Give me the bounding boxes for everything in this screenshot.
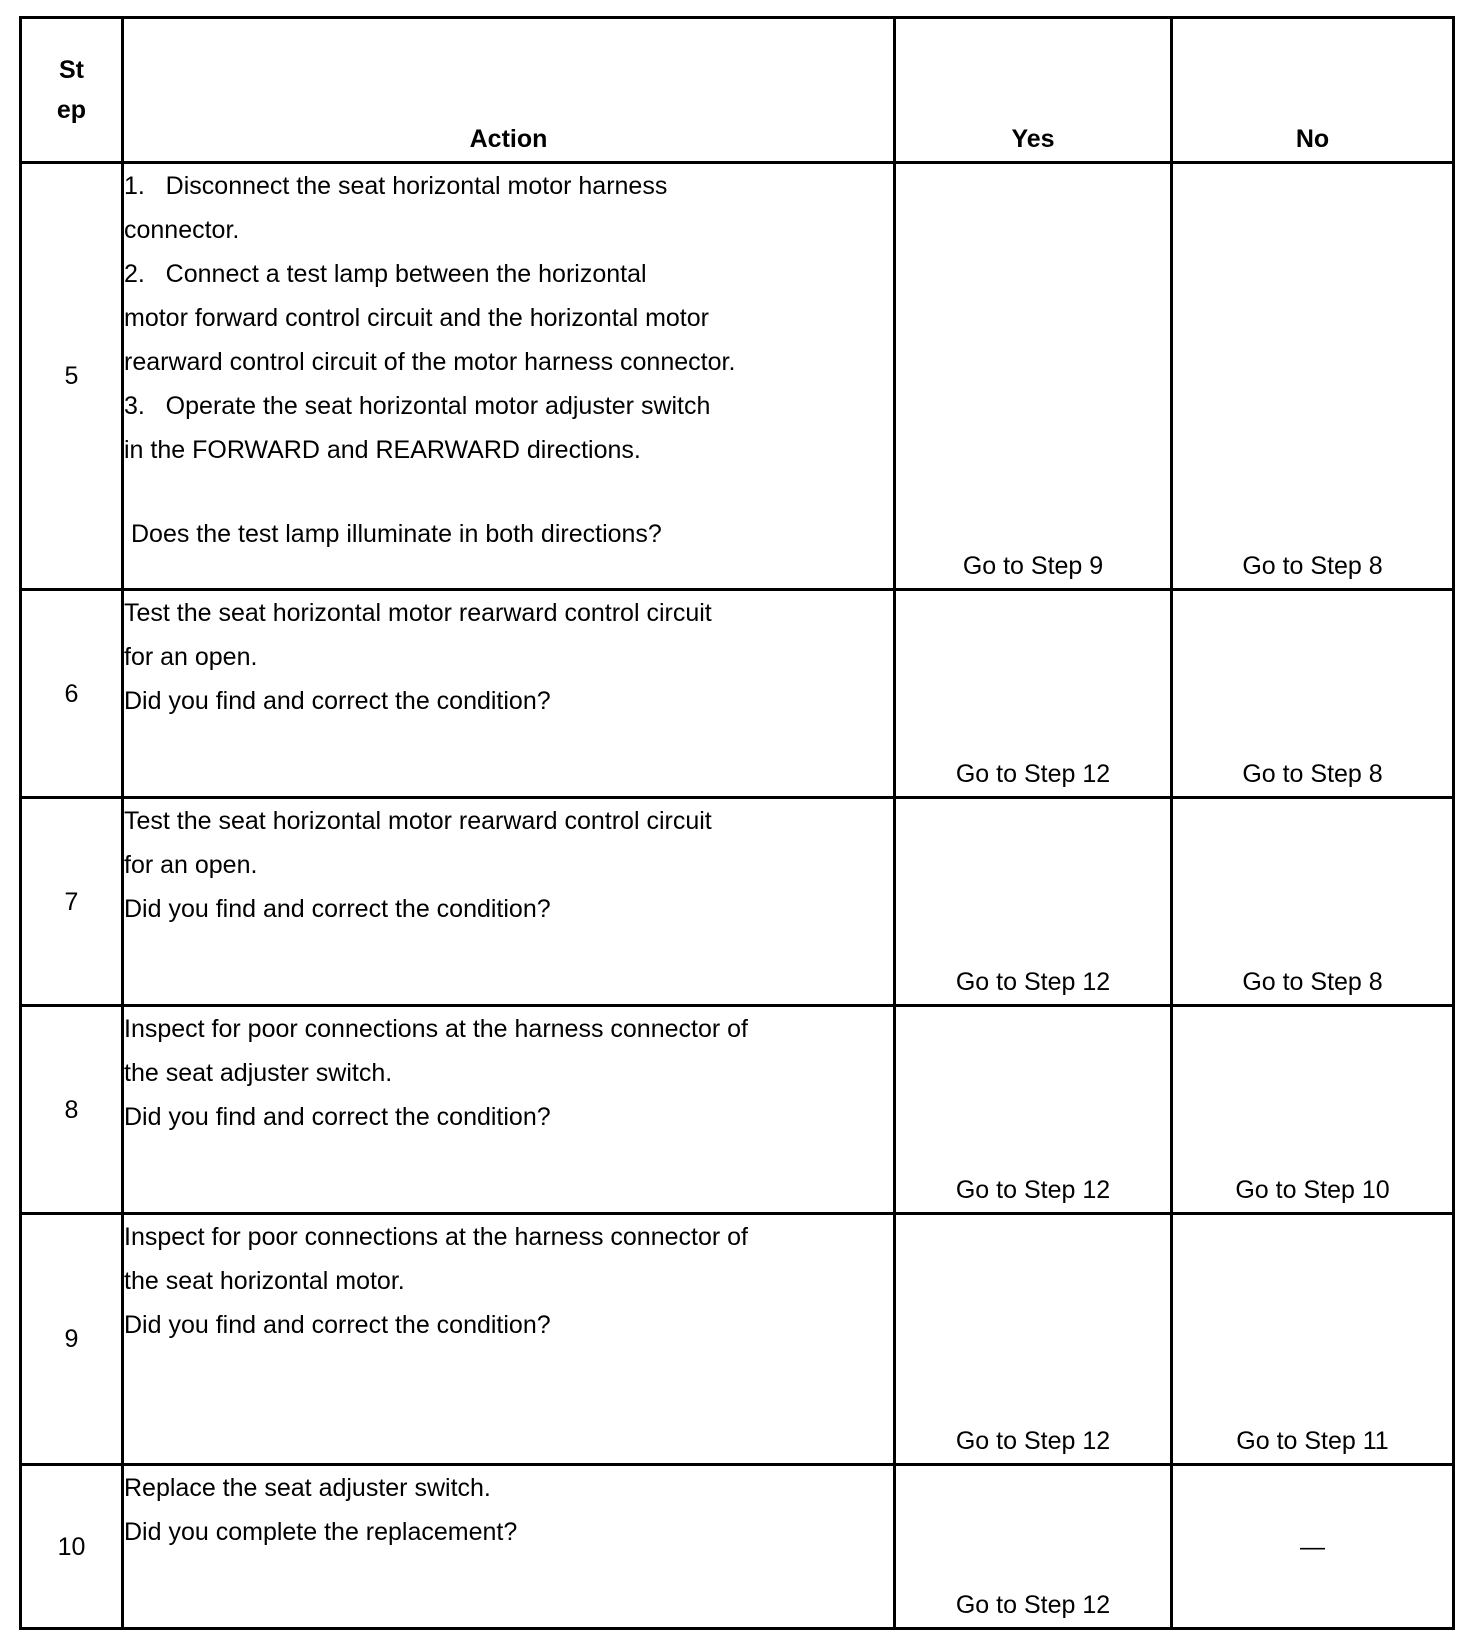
- table-row-step-5: [21, 163, 1454, 590]
- yes-cell: Go to Step 12: [895, 590, 1172, 798]
- table-row-step-9: [21, 1214, 1454, 1465]
- step-number: 6: [21, 590, 123, 798]
- action-line: rearward control circuit of the motor harness connector.: [124, 348, 736, 376]
- step-number: 10: [21, 1465, 123, 1629]
- step-number: 9: [21, 1214, 123, 1465]
- header-yes: Yes: [895, 18, 1172, 163]
- action-line: Replace the seat adjuster switch.: [124, 1474, 491, 1502]
- action-line: in the FORWARD and REARWARD directions.: [124, 436, 641, 464]
- yes-cell: Go to Step 12: [895, 1465, 1172, 1629]
- action-line: 1. Disconnect the seat horizontal motor harness: [124, 172, 668, 200]
- table-header: [21, 18, 1454, 163]
- step-number: 5: [21, 163, 123, 590]
- header-action: Action: [123, 18, 895, 163]
- action-line: connector.: [124, 216, 240, 244]
- header-step: [21, 18, 123, 163]
- table-row-step-8: [21, 1006, 1454, 1214]
- table-row-step-10: [21, 1465, 1454, 1629]
- action-cell: [123, 1465, 895, 1629]
- action-line: Test the seat horizontal motor rearward control circuit: [124, 599, 712, 627]
- action-line: Did you find and correct the condition?: [124, 1103, 551, 1131]
- step-number: 8: [21, 1006, 123, 1214]
- spacer: [124, 472, 893, 512]
- action-cell: [123, 798, 895, 1006]
- action-line: Inspect for poor connections at the harness connector of: [124, 1015, 748, 1043]
- table-row-step-7: [21, 798, 1454, 1006]
- yes-cell: Go to Step 12: [895, 1006, 1172, 1214]
- action-line: the seat horizontal motor.: [124, 1267, 405, 1295]
- action-cell: [123, 1214, 895, 1465]
- no-cell: —: [1172, 1465, 1454, 1629]
- header-step-line2: ep: [56, 96, 87, 124]
- table-body: [21, 163, 1454, 1629]
- yes-cell: Go to Step 9: [895, 163, 1172, 590]
- no-cell: Go to Step 10: [1172, 1006, 1454, 1214]
- header-row: [21, 18, 1454, 163]
- action-line: Did you find and correct the condition?: [124, 1311, 551, 1339]
- action-line: motor forward control circuit and the horizontal motor: [124, 304, 709, 332]
- table-row-step-6: [21, 590, 1454, 798]
- action-line: Did you complete the replacement?: [124, 1518, 518, 1546]
- action-line: 3. Operate the seat horizontal motor adjuster switch: [124, 392, 711, 420]
- no-cell: Go to Step 8: [1172, 590, 1454, 798]
- header-step-line1: St: [59, 56, 84, 84]
- action-question: Does the test lamp illuminate in both directions?: [131, 520, 662, 548]
- action-line: Did you find and correct the condition?: [124, 687, 551, 715]
- action-cell: [123, 163, 895, 590]
- action-line: for an open.: [124, 643, 258, 671]
- action-line: the seat adjuster switch.: [124, 1059, 393, 1087]
- diagnostic-table: [19, 16, 1455, 1630]
- step-number: 7: [21, 798, 123, 1006]
- yes-cell: Go to Step 12: [895, 798, 1172, 1006]
- action-line: Test the seat horizontal motor rearward control circuit: [124, 807, 712, 835]
- no-cell: Go to Step 8: [1172, 163, 1454, 590]
- no-cell: Go to Step 11: [1172, 1214, 1454, 1465]
- action-line: for an open.: [124, 851, 258, 879]
- action-line: 2. Connect a test lamp between the horizontal: [124, 260, 647, 288]
- yes-cell: Go to Step 12: [895, 1214, 1172, 1465]
- header-no: No: [1172, 18, 1454, 163]
- action-line: Did you find and correct the condition?: [124, 895, 551, 923]
- no-cell: Go to Step 8: [1172, 798, 1454, 1006]
- action-cell: [123, 1006, 895, 1214]
- action-cell: [123, 590, 895, 798]
- action-line: Inspect for poor connections at the harness connector of: [124, 1223, 748, 1251]
